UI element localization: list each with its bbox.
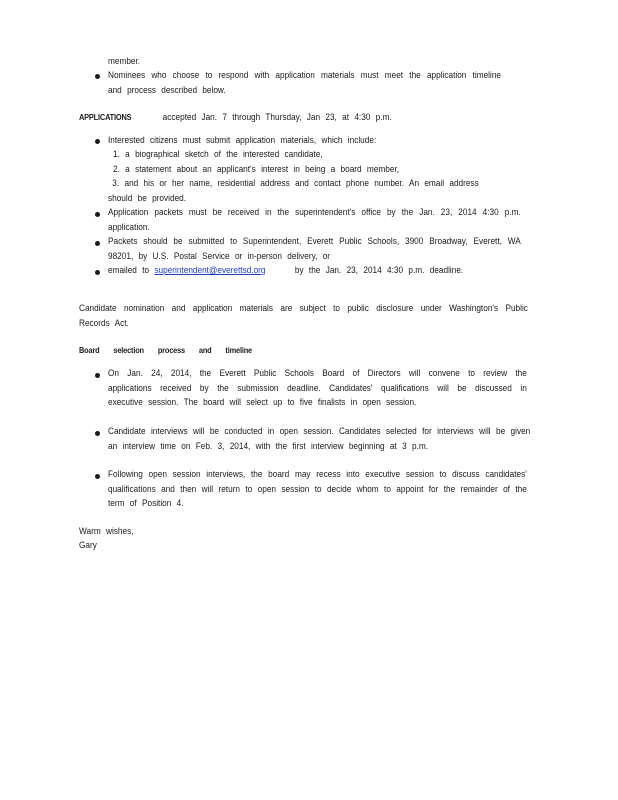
emailed-prefix: emailed to — [108, 265, 150, 276]
bullet-dot — [95, 431, 100, 436]
interested-bullet: Interested citizens must submit application materials, which include: — [108, 135, 377, 146]
bullet-dot — [95, 139, 100, 144]
bullet-dot — [95, 241, 100, 246]
closing-warm-wishes: Warm wishes, — [79, 526, 134, 537]
list-item-1: 1. a biographical sketch of the interested candidate, — [113, 149, 323, 160]
bullet-dot — [95, 212, 100, 217]
bullet-dot — [95, 373, 100, 378]
member-line: member. — [108, 56, 141, 67]
applications-heading: APPLICATIONS — [79, 112, 132, 122]
applications-heading-rest: accepted Jan. 7 through Thursday, Jan 23, at 4:30 p.m. — [162, 112, 392, 123]
bullet-dot — [95, 74, 100, 79]
interviews-bullet: Candidate interviews will be conducted in open session. Candidates selected for interviews will be given an interview time on Feb. 3, 2014, with the first interview beginning at 3 p.m. — [108, 426, 531, 452]
list-item-2: 2. a statement about an applicant's interest in being a board member, — [113, 164, 400, 175]
packets-received-bullet: Application packets must be received in the superintendent's office by the Jan. 23, 2014 4:30 p.m. application. — [108, 207, 521, 233]
list-item-3: 3. and his or her name, residential address and contact phone number. An email address should be provided. — [108, 178, 479, 204]
board-selection-heading: Board selection process and timeline — [79, 345, 252, 355]
disclosure-paragraph: Candidate nomination and application materials are subject to public disclosure under Washington's Public Records Act. — [79, 303, 528, 329]
bullet-dot — [95, 270, 100, 275]
nominees-bullet: Nominees who choose to respond with application materials must meet the application timeline and process described below. — [108, 70, 502, 96]
superintendent-email-link[interactable]: superintendent@everettsd.org — [154, 265, 266, 276]
closing-signature: Gary — [79, 540, 97, 551]
review-bullet: On Jan. 24, 2014, the Everett Public Schools Board of Directors will convene to review the applications received by the submission deadline. Candidates' qualifications will be discussed in executive session. The board will select up to five finalists in open session. — [108, 368, 527, 409]
bullet-dot — [95, 474, 100, 479]
emailed-suffix: by the Jan. 23, 2014 4:30 p.m. deadline. — [294, 265, 464, 276]
emailed-bullet — [108, 264, 512, 279]
following-bullet: Following open session interviews, the board may recess into executive session to discuss candidates' qualifications and then will return to open session to decide whom to appoint for the remainder of the term of Position 4. — [108, 469, 527, 510]
packets-submitted-bullet: Packets should be submitted to Superintendent, Everett Public Schools, 3900 Broadway, Everett, WA 98201, by U.S. Postal Service or in-person delivery, or — [108, 236, 521, 262]
applications-heading-line — [79, 110, 561, 126]
